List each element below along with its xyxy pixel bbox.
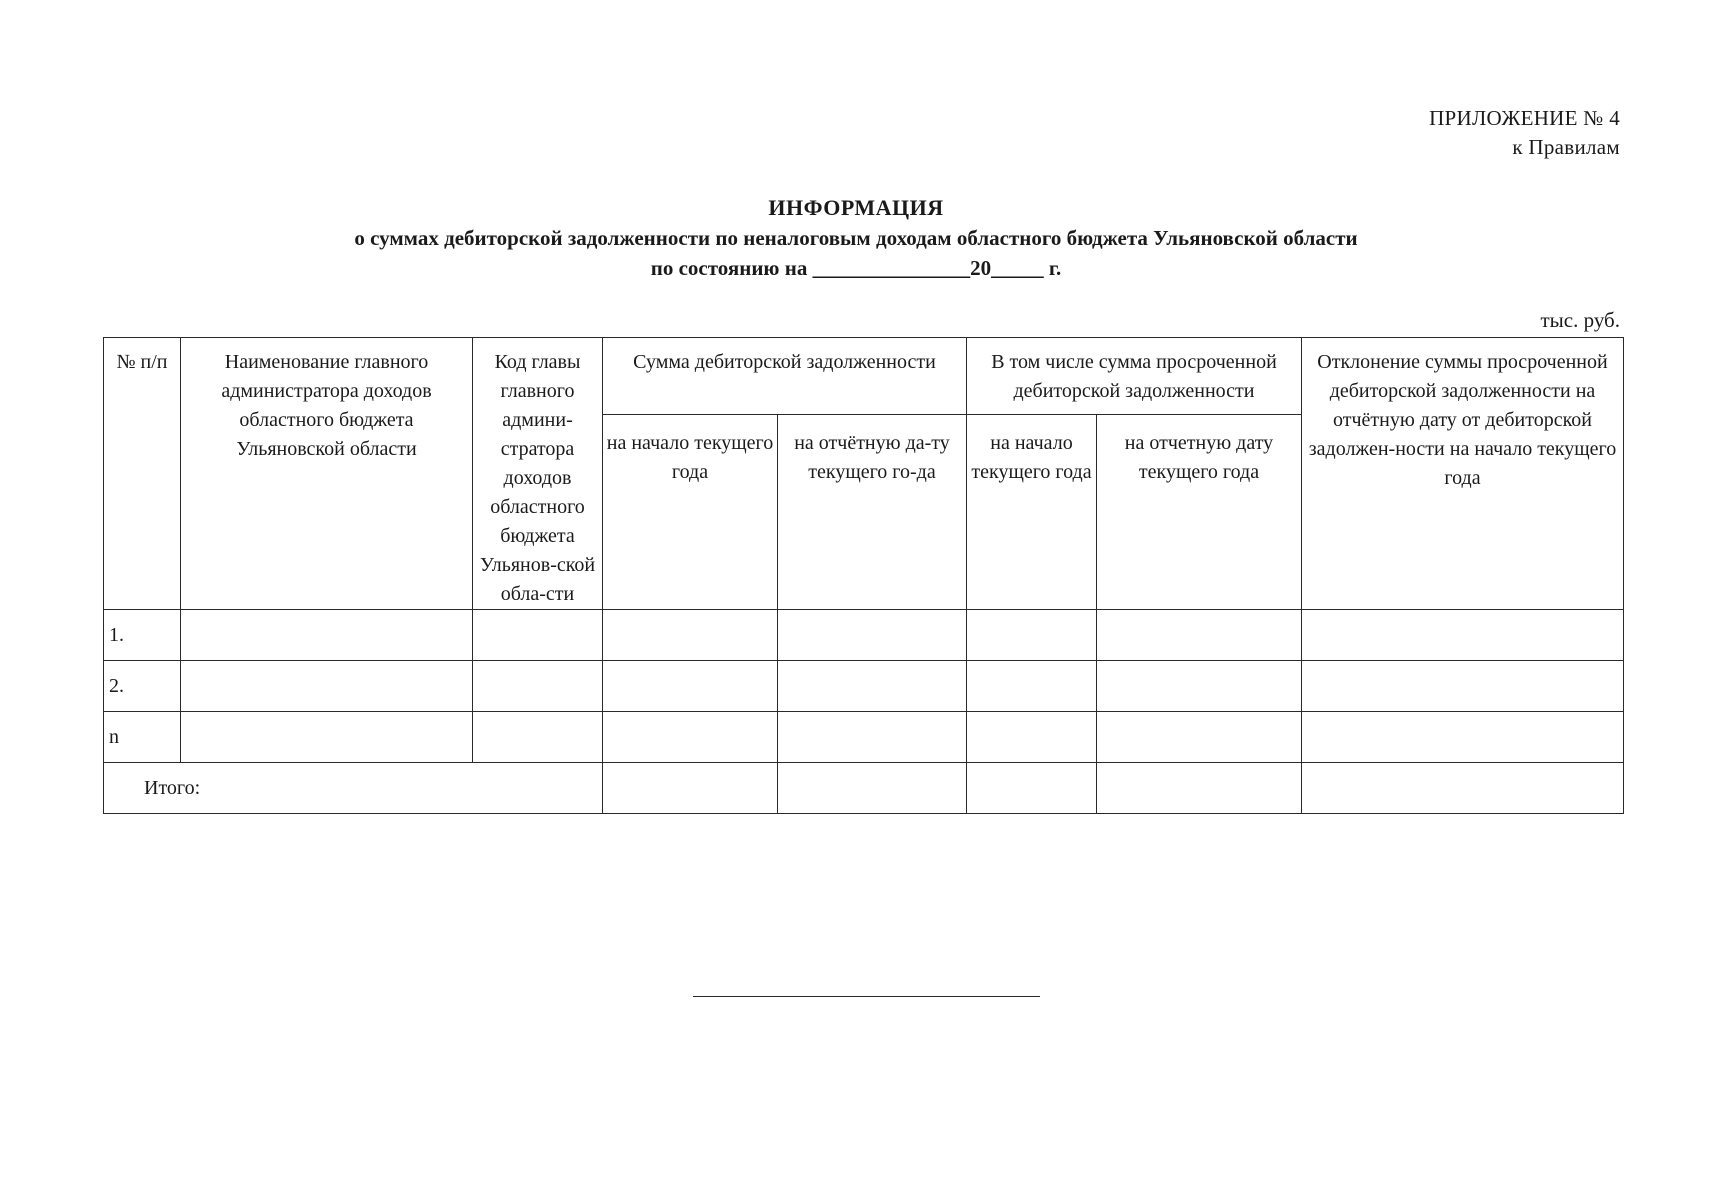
header-sum-start-of-year: на начало текущего года	[603, 415, 778, 610]
total-overdue-report	[1097, 763, 1302, 814]
units-label: тыс. руб.	[1540, 308, 1620, 332]
header-overdue-sum: В том числе сумма просроченной дебиторской задолженности	[967, 338, 1302, 415]
header-admin-name: Наименование главного администратора доходов областного бюджета Ульяновской области	[181, 338, 473, 610]
appendix-rules: к Правилам	[1512, 135, 1620, 159]
document-title: ИНФОРМАЦИЯ	[768, 195, 944, 220]
header-num: № п/п	[104, 338, 181, 610]
header-overdue-start-of-year: на начало текущего года	[967, 415, 1097, 610]
header-overdue-report-date: на отчетную дату текущего года	[1097, 415, 1302, 610]
total-deviation	[1302, 763, 1624, 814]
signature-line	[693, 996, 1040, 997]
cell-overdue-report	[1097, 661, 1302, 712]
table-row	[104, 661, 1624, 712]
cell-admin-code	[473, 661, 603, 712]
cell-overdue-start	[967, 712, 1097, 763]
cell-admin-name	[181, 610, 473, 661]
total-label: Итого:	[104, 763, 603, 814]
row-number: 1.	[104, 610, 181, 661]
document-heading	[0, 193, 1712, 283]
table-row	[104, 712, 1624, 763]
header-admin-code: Код главы главного админи-стратора доходов областного бюджета Ульянов-ской обла-сти	[473, 338, 603, 610]
document-date-line: по состоянию на _______________20_____ г.	[650, 256, 1062, 280]
cell-sum-start	[603, 610, 778, 661]
cell-deviation	[1302, 610, 1624, 661]
cell-sum-report	[778, 661, 967, 712]
appendix-number: ПРИЛОЖЕНИЕ № 4	[1429, 106, 1620, 130]
cell-admin-name	[181, 661, 473, 712]
total-overdue-start	[967, 763, 1097, 814]
cell-overdue-report	[1097, 610, 1302, 661]
table-row	[104, 610, 1624, 661]
cell-overdue-start	[967, 661, 1097, 712]
header-row-1	[104, 338, 1624, 415]
report-table	[103, 337, 1624, 814]
header-sum-report-date: на отчётную да-ту текущего го-да	[778, 415, 967, 610]
header-receivable-sum: Сумма дебиторской задолженности	[603, 338, 967, 415]
row-number: 2.	[104, 661, 181, 712]
total-row	[104, 763, 1624, 814]
document-subtitle: о суммах дебиторской задолженности по неналоговым доходам областного бюджета Ульяновской области	[354, 226, 1358, 250]
appendix-reference	[1429, 104, 1620, 162]
row-number: n	[104, 712, 181, 763]
cell-admin-name	[181, 712, 473, 763]
total-sum-start	[603, 763, 778, 814]
cell-overdue-report	[1097, 712, 1302, 763]
cell-sum-report	[778, 712, 967, 763]
cell-deviation	[1302, 712, 1624, 763]
total-sum-report	[778, 763, 967, 814]
cell-sum-report	[778, 610, 967, 661]
cell-sum-start	[603, 712, 778, 763]
cell-admin-code	[473, 712, 603, 763]
cell-deviation	[1302, 661, 1624, 712]
cell-admin-code	[473, 610, 603, 661]
cell-overdue-start	[967, 610, 1097, 661]
header-deviation: Отклонение суммы просроченной дебиторской задолженности на отчётную дату от дебиторской задолжен-ности на начало текущего года	[1302, 338, 1624, 610]
cell-sum-start	[603, 661, 778, 712]
